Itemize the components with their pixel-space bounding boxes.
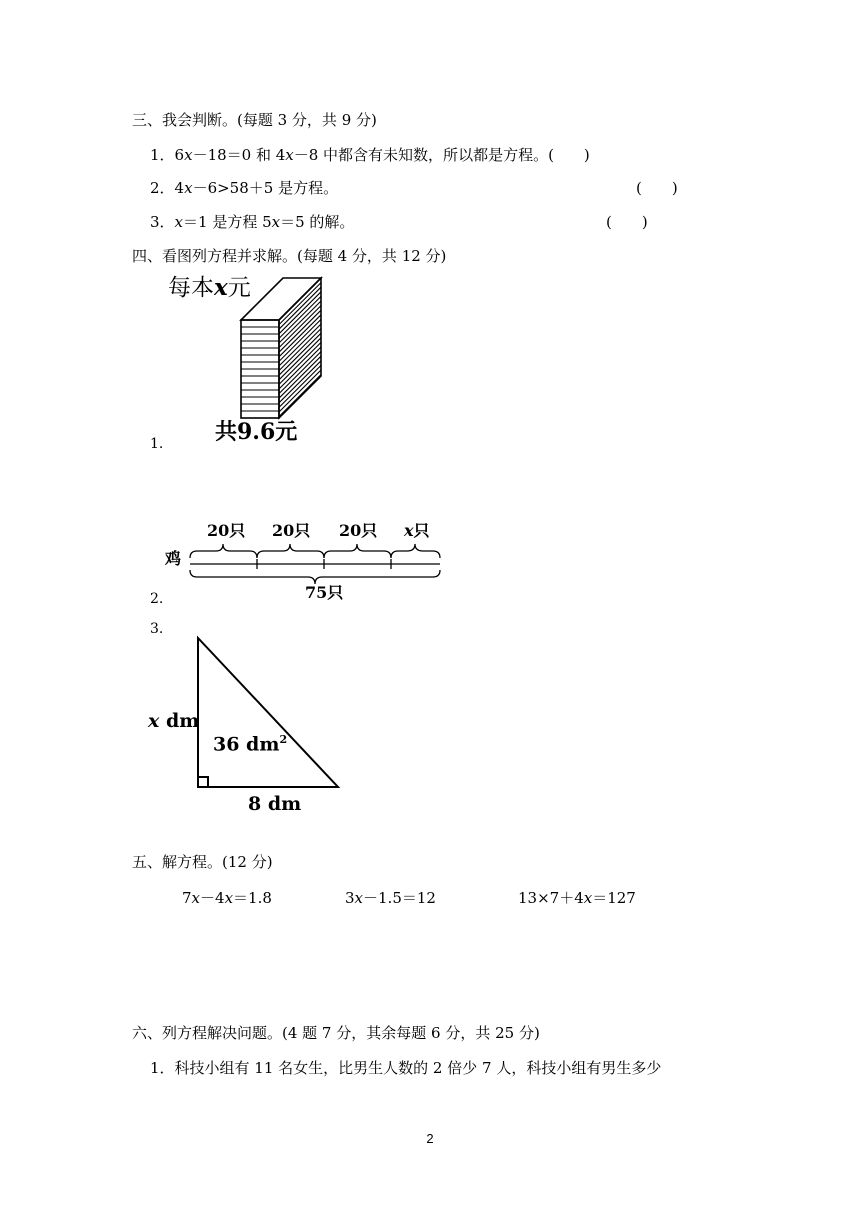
fig1-number: 1.	[150, 436, 164, 452]
fig3-area-label: 36 $dm^2$	[213, 733, 288, 756]
fig2-row-label: 鸡	[165, 549, 182, 568]
fig3-side-label: x dm	[148, 710, 200, 732]
equation-3: 13×7＋4x＝127	[518, 889, 636, 907]
equation-1: 7x－4x＝1.8	[182, 889, 272, 907]
fig3-base-label: 8 dm	[248, 793, 302, 815]
section-4-title: 四、看图列方程并求解。(每题 4 分，共 12 分)	[132, 247, 447, 265]
fig2-seg3-label: 20只	[339, 521, 378, 540]
fig1-top-label: 每本x元	[168, 274, 251, 301]
answer-blank-3-2[interactable]: ( )	[636, 179, 678, 197]
page-number: 2	[426, 1131, 434, 1146]
section-3-title: 三、我会判断。(每题 3 分，共 9 分)	[132, 111, 377, 129]
section-5-title: 五、解方程。(12 分)	[132, 853, 273, 871]
fig2-number: 2.	[150, 591, 164, 607]
question-3-3: 3．x＝1 是方程 5x＝5 的解。	[150, 213, 355, 231]
fig1-bottom-label: 共9.6元	[215, 419, 298, 445]
question-3-2: 2．4x－6>58＋5 是方程。	[150, 179, 339, 197]
equation-2: 3x－1.5＝12	[345, 889, 436, 907]
fig2-seg1-label: 20只	[207, 521, 246, 540]
fig2-seg4-label: x只	[404, 521, 430, 540]
fig2-total-label: 75只	[305, 583, 344, 602]
fig3-number: 3.	[150, 621, 164, 637]
fig2-seg2-label: 20只	[272, 521, 311, 540]
section-6-title: 六、列方程解决问题。(4 题 7 分，其余每题 6 分，共 25 分)	[132, 1024, 540, 1042]
answer-blank-3-3[interactable]: ( )	[606, 213, 648, 231]
question-6-1: 1．科技小组有 11 名女生，比男生人数的 2 倍少 7 人，科技小组有男生多少	[150, 1059, 662, 1077]
question-3-1: 1．6x－18＝0 和 4x－8 中都含有未知数，所以都是方程。( )	[150, 146, 590, 164]
book-stack-figure	[235, 275, 330, 425]
right-triangle-figure	[190, 630, 350, 795]
